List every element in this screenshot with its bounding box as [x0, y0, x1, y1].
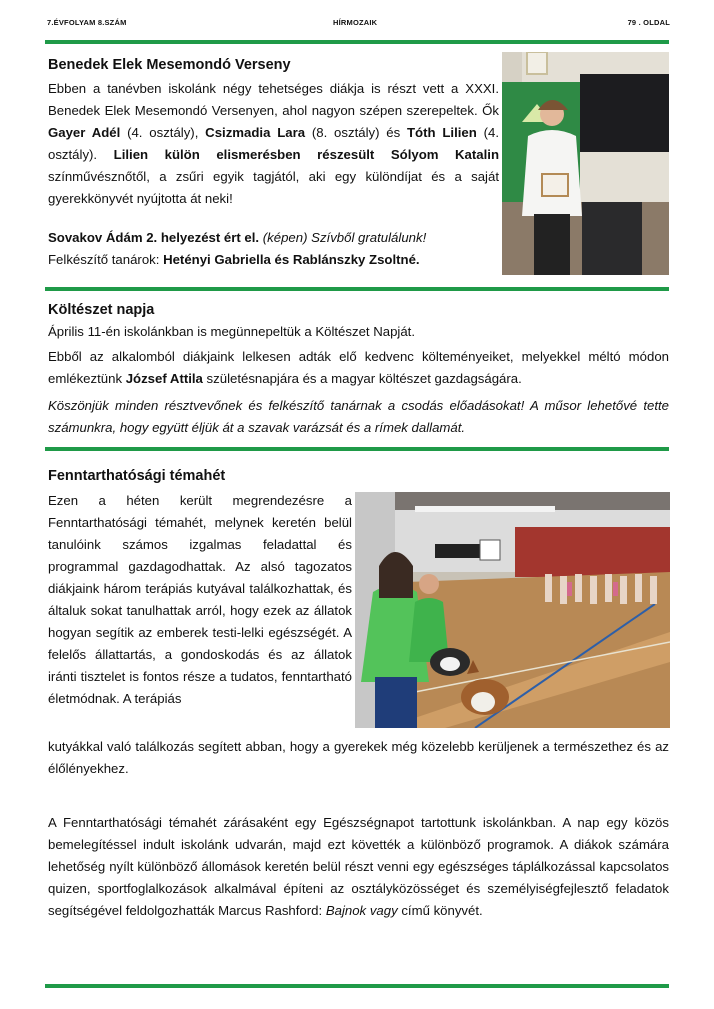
- egeszsegnap-paragraph: A Fenntarthatósági témahét zárásaként egy Egészségnapot tartottunk iskolánkban. A nap egy közös bemelegítéssel indult iskolánk udvarán, majd ezt követték a különböző programok. A diákok számára lehetőség nyílt különböző állomások keretén belül részt venni egy egészséges táplálkozással kapcsolatos quizen, sportfoglalkozások alkalmával építeni az osztályközösséget és személyiségfejlesztő feladatok segítségével feldolgozhatták Marcus Rashford: Bajnok vagy című könyvét.: [48, 815, 669, 918]
- magazine-name: HÍRMOZAIK: [333, 18, 378, 27]
- section-title-kolteszet: Költészet napja: [48, 302, 155, 318]
- temahet-paragraph: Ezen a héten került megrendezésre a Fenntarthatósági témahét, melynek keretén belül tanulóink számos izgalmas feladattal és programmal gazdagodhattak. Az alsó tagozatos diákjaink három terápiás kutyával találkozhattak, és általuk sokat tanulhattak arról, hogy ezek az állatok hogyan segítik az emberek testi-lelki egészségét. A felelős állattartás, a gondoskodás és az állatok iránti tisztelet is fontos része a tudatos, fenntartható életmódnak. A terápiás: [48, 493, 352, 706]
- kolteszet-intro: Április 11-én iskolánkban is megünnepeltük a Költészet Napját.: [48, 324, 416, 339]
- kolteszet-paragraph: Ebből az alkalomból diákjaink lelkesen adták elő kedvenc költeményeiket, melyekkel méltó módon emlékeztünk József Attila születésnapjára és a magyar költészet gazdagságára.: [48, 349, 669, 386]
- issue-label: 7.ÉVFOLYAM 8.SZÁM: [47, 18, 127, 27]
- section-rule-1: [45, 287, 669, 291]
- page-header: [47, 18, 670, 32]
- kolteszet-thanks: Köszönjük minden résztvevőnek és felkészítő tanárnak a csodás előadásokat! A műsor lehetővé tette számunkra, hogy együtt éljük át a szavak varázsát és a rímek dallamát.: [48, 398, 669, 435]
- page-number: 79 . OLDAL: [627, 18, 670, 27]
- mesemondo-paragraph: Ebben a tanévben iskolánk négy tehetséges diákja is részt vett a XXXI. Benedek Elek Mesemondó Versenyen, ahol nagyon szépen szerepeltek. Ők Gayer Adél (4. osztály), Csizmadia Lara (8. osztály) és Tóth Lilien (4. osztály). Lilien külön elismerésben részesült Sólyom Katalin színművésznőtől, a zsűri egyik tagjától, aki egy különdíjat és a saját gyerekkönyvét nyújtotta át neki!: [48, 81, 499, 206]
- temahet-paragraph-cont: kutyákkal való találkozás segített abban, hogy a gyerekek még közelebb kerüljenek a természethez és az élőlényekhez.: [48, 739, 669, 776]
- header-rule: [45, 40, 669, 44]
- section-rule-2: [45, 447, 669, 451]
- gym-therapy-dogs-photo: [355, 492, 670, 728]
- student-with-book-photo: [502, 52, 669, 275]
- section-title-mesemondo: Benedek Elek Mesemondó Verseny: [48, 57, 291, 73]
- teachers-line: Felkészítő tanárok: Hetényi Gabriella és Rablánszky Zsoltné.: [48, 252, 420, 267]
- section-title-fenntarthatosagi: Fenntarthatósági témahét: [48, 468, 226, 484]
- winner-line: Sovakov Ádám 2. helyezést ért el. (képen) Szívből gratulálunk!: [48, 230, 427, 245]
- footer-rule: [45, 984, 669, 988]
